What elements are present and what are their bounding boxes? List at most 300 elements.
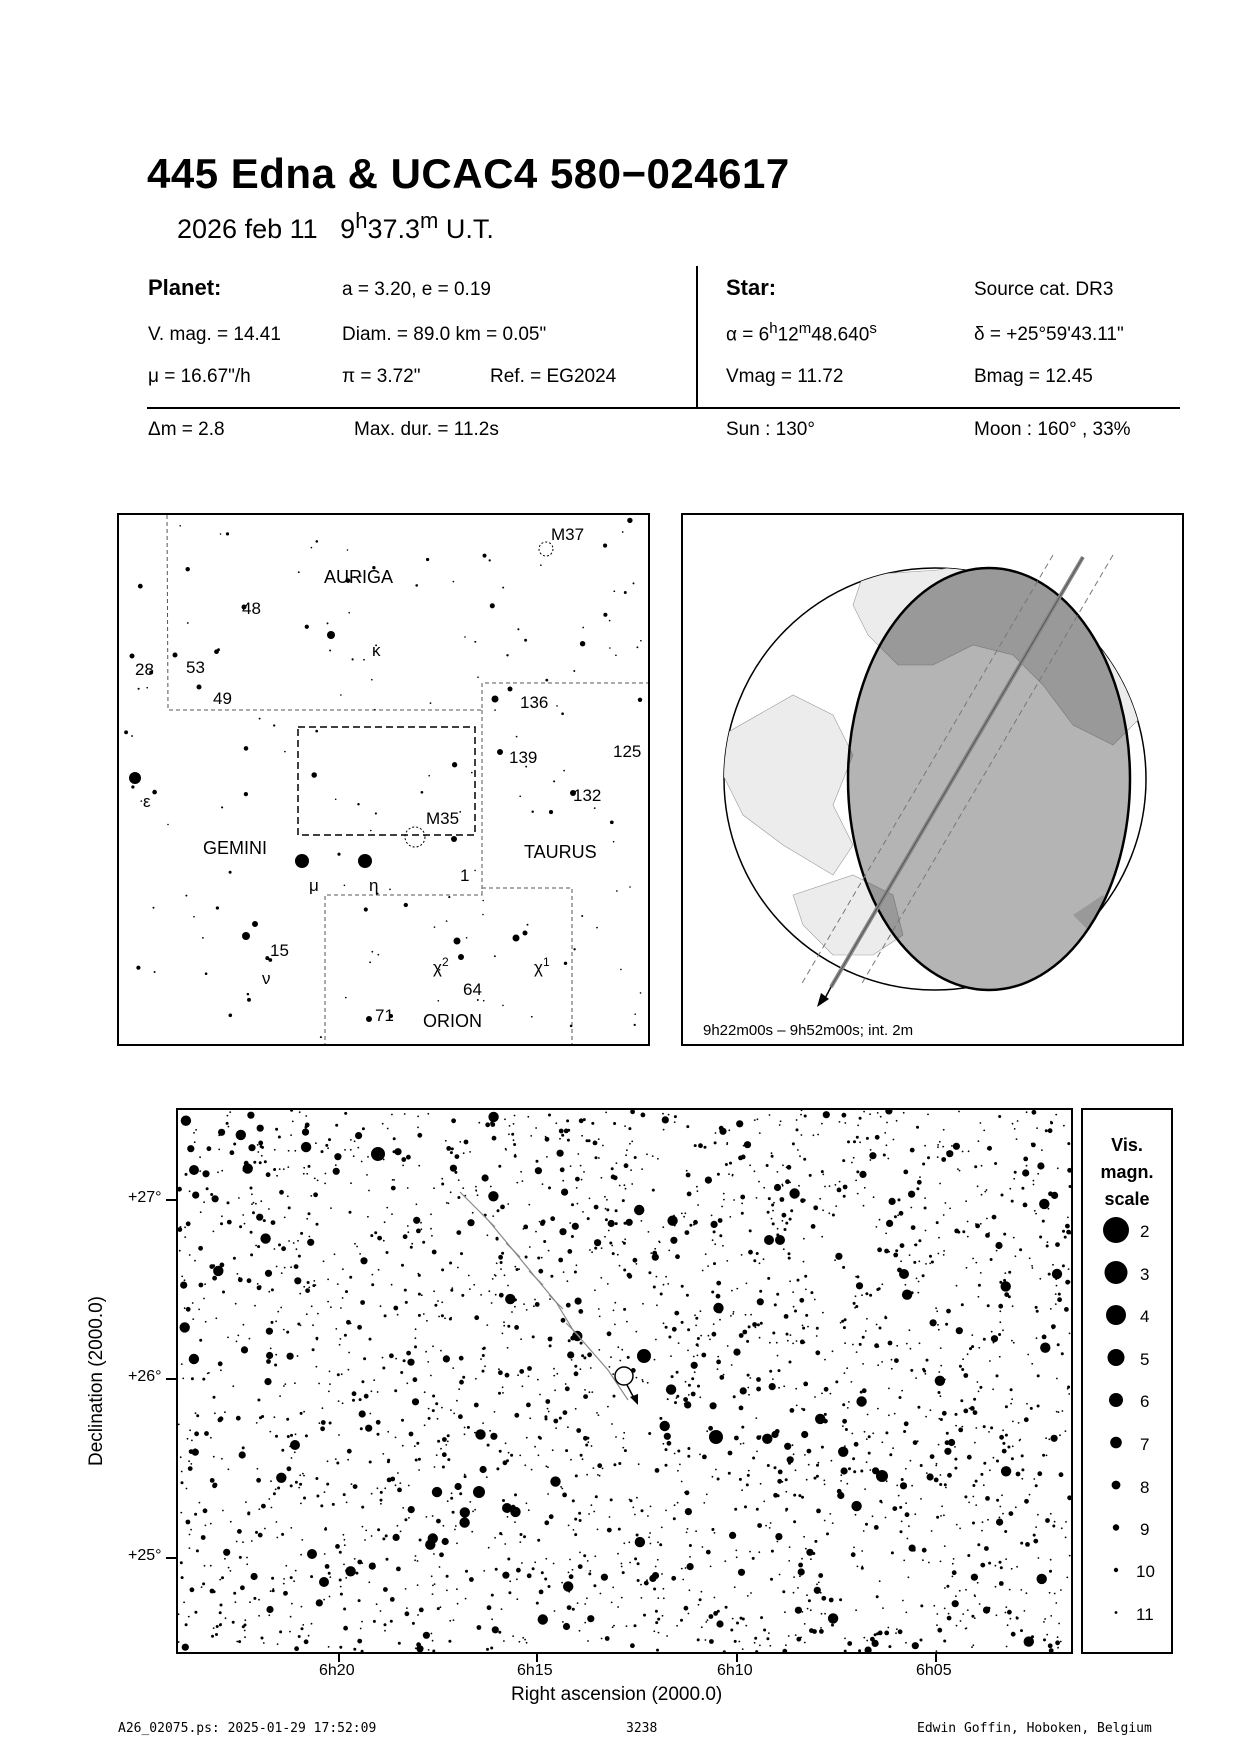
detail-star xyxy=(839,1121,841,1123)
scale-label-5: 5 xyxy=(1140,1350,1150,1369)
detail-star xyxy=(842,1425,844,1427)
detail-star xyxy=(940,1365,942,1367)
detail-star xyxy=(588,1572,591,1575)
detail-star xyxy=(326,1483,329,1486)
detail-star xyxy=(972,1644,974,1646)
xtick-6h20 xyxy=(338,1654,340,1662)
finder-star xyxy=(377,954,379,956)
detail-star xyxy=(759,1337,761,1339)
detail-star xyxy=(474,1432,476,1434)
detail-star xyxy=(221,1170,223,1172)
detail-star xyxy=(885,1110,892,1115)
detail-star xyxy=(977,1582,979,1584)
finder-star xyxy=(426,558,429,561)
detail-star xyxy=(647,1515,649,1517)
label-1: 1 xyxy=(460,866,470,885)
detail-star xyxy=(312,1324,314,1326)
detail-star xyxy=(983,1425,986,1428)
detail-star xyxy=(194,1141,196,1143)
detail-star xyxy=(527,1366,532,1371)
detail-star xyxy=(1066,1230,1071,1235)
detail-star xyxy=(364,1394,369,1399)
detail-star xyxy=(716,1281,721,1286)
detail-star xyxy=(572,1223,579,1230)
detail-star xyxy=(738,1156,743,1161)
footer-file: A26_02075.ps: 2025-01-29 17:52:09 xyxy=(118,1721,377,1736)
finder-star xyxy=(315,730,318,733)
finder-star xyxy=(506,654,508,656)
detail-star xyxy=(758,1181,760,1183)
detail-star xyxy=(414,1345,417,1348)
finder-star xyxy=(295,854,309,868)
detail-star xyxy=(405,1588,407,1590)
detail-star xyxy=(415,1337,417,1339)
detail-star xyxy=(572,1499,575,1502)
detail-star xyxy=(432,1409,435,1412)
detail-star xyxy=(1048,1128,1053,1133)
detail-star xyxy=(587,1217,590,1220)
detail-star xyxy=(519,1541,521,1543)
detail-star xyxy=(347,1449,352,1454)
detail-star xyxy=(464,1427,466,1429)
detail-star xyxy=(545,1558,547,1560)
label-49: 49 xyxy=(213,689,232,708)
xtick-label-6h10: 6h10 xyxy=(717,1662,753,1679)
detail-star xyxy=(684,1212,686,1214)
detail-star xyxy=(925,1263,927,1265)
detail-star xyxy=(947,1473,952,1478)
detail-star xyxy=(710,1566,712,1568)
finder-star xyxy=(229,871,232,874)
detail-star xyxy=(275,1128,278,1131)
detail-star xyxy=(695,1317,698,1320)
detail-star xyxy=(1032,1110,1037,1115)
detail-star xyxy=(548,1114,551,1117)
detail-star xyxy=(961,1368,964,1371)
detail-star xyxy=(853,1157,855,1159)
detail-star xyxy=(180,1322,190,1332)
detail-star xyxy=(989,1469,991,1471)
finder-star xyxy=(226,532,229,535)
detail-star xyxy=(237,1529,242,1534)
detail-star xyxy=(807,1326,809,1328)
detail-star xyxy=(406,1351,411,1356)
detail-star xyxy=(917,1292,919,1294)
detail-star xyxy=(734,1436,739,1441)
detail-star xyxy=(181,1116,191,1126)
globe-panel xyxy=(681,513,1184,1046)
detail-star xyxy=(368,1581,370,1583)
detail-star xyxy=(940,1561,942,1563)
detail-star xyxy=(955,1413,958,1416)
detail-star xyxy=(577,1602,579,1604)
detail-star xyxy=(975,1480,978,1483)
detail-star xyxy=(451,1147,454,1150)
finder-star xyxy=(573,670,575,672)
detail-star xyxy=(412,1622,415,1625)
detail-star xyxy=(748,1470,750,1472)
detail-star xyxy=(804,1454,806,1456)
detail-star xyxy=(299,1111,301,1113)
detail-star xyxy=(959,1365,962,1368)
detail-star xyxy=(335,1328,337,1330)
detail-star xyxy=(776,1293,779,1296)
detail-star xyxy=(224,1411,226,1413)
detail-star xyxy=(727,1345,729,1347)
detail-star xyxy=(505,1373,510,1378)
detail-star xyxy=(881,1441,883,1443)
detail-star xyxy=(1057,1167,1059,1169)
detail-star xyxy=(1013,1178,1015,1180)
detail-star xyxy=(418,1293,421,1296)
detail-star xyxy=(630,1643,635,1648)
detail-star xyxy=(776,1342,778,1344)
alpha-minutes: 12 xyxy=(777,324,799,346)
detail-star xyxy=(365,1530,367,1532)
detail-star xyxy=(293,1580,295,1582)
detail-star xyxy=(533,1305,535,1307)
detail-star xyxy=(650,1543,652,1545)
detail-star xyxy=(474,1509,476,1511)
detail-star xyxy=(524,1464,526,1466)
finder-star xyxy=(622,531,624,533)
detail-star xyxy=(652,1251,657,1256)
detail-star xyxy=(788,1560,790,1562)
detail-star xyxy=(238,1197,240,1199)
detail-star xyxy=(864,1488,866,1490)
detail-star xyxy=(758,1551,760,1553)
detail-star xyxy=(519,1641,521,1643)
detail-star xyxy=(955,1425,957,1427)
finder-star xyxy=(517,628,519,630)
detail-star xyxy=(865,1330,867,1332)
detail-star xyxy=(909,1254,911,1256)
detail-star xyxy=(532,1567,535,1570)
detail-star xyxy=(766,1440,768,1442)
detail-star xyxy=(185,1623,188,1626)
detail-star xyxy=(407,1359,414,1366)
detail-star xyxy=(853,1140,856,1143)
detail-star xyxy=(952,1570,957,1575)
detail-star xyxy=(978,1296,980,1298)
detail-star xyxy=(538,1454,540,1456)
detail-star xyxy=(782,1590,785,1593)
detail-star xyxy=(999,1506,1001,1508)
detail-star xyxy=(926,1472,928,1474)
finder-star xyxy=(620,969,622,971)
detail-star xyxy=(1056,1411,1058,1413)
detail-star xyxy=(1023,1203,1028,1208)
detail-star xyxy=(321,1150,324,1153)
detail-star xyxy=(636,1263,638,1265)
detail-star xyxy=(397,1472,399,1474)
detail-star xyxy=(900,1260,902,1262)
detail-star xyxy=(789,1280,791,1282)
detail-star xyxy=(536,1160,539,1163)
detail-star xyxy=(782,1164,784,1166)
scale-label-9: 9 xyxy=(1140,1520,1150,1539)
detail-star xyxy=(617,1346,619,1348)
detail-star xyxy=(194,1431,199,1436)
detail-star xyxy=(697,1638,700,1641)
detail-star xyxy=(987,1519,989,1521)
detail-star xyxy=(361,1506,364,1509)
detail-star xyxy=(913,1261,916,1264)
detail-star xyxy=(305,1288,310,1293)
detail-star xyxy=(971,1615,974,1618)
detail-star xyxy=(1049,1570,1052,1573)
detail-star xyxy=(271,1577,274,1580)
detail-star xyxy=(612,1626,614,1628)
detail-star xyxy=(450,1409,452,1411)
detail-star xyxy=(496,1467,499,1470)
detail-star xyxy=(881,1361,883,1363)
detail-star xyxy=(595,1495,598,1498)
detail-star xyxy=(505,1149,507,1151)
detail-star xyxy=(386,1558,389,1561)
detail-star xyxy=(1050,1559,1052,1561)
detail-star xyxy=(979,1603,981,1605)
detail-star xyxy=(738,1569,745,1576)
detail-star xyxy=(673,1517,676,1520)
detail-star xyxy=(837,1489,842,1494)
detail-star xyxy=(431,1575,433,1577)
detail-star xyxy=(629,1143,631,1145)
detail-star xyxy=(685,1567,687,1569)
xtick-6h10 xyxy=(736,1654,738,1662)
detail-star xyxy=(212,1195,219,1202)
detail-star xyxy=(279,1395,281,1397)
detail-star xyxy=(548,1186,551,1189)
detail-star xyxy=(843,1195,846,1198)
finder-star xyxy=(374,709,376,711)
detail-star xyxy=(610,1498,613,1501)
detail-star xyxy=(798,1185,800,1187)
detail-star xyxy=(965,1628,967,1630)
detail-star xyxy=(342,1268,344,1270)
detail-star xyxy=(257,1151,259,1153)
detail-star xyxy=(641,1168,643,1170)
detail-star xyxy=(316,1599,323,1606)
detail-star xyxy=(869,1152,876,1159)
finder-star xyxy=(152,790,157,795)
detail-star xyxy=(648,1231,650,1233)
detail-star xyxy=(294,1264,299,1269)
detail-star xyxy=(862,1336,865,1339)
detail-star xyxy=(810,1558,812,1560)
detail-star xyxy=(768,1632,770,1634)
detail-star xyxy=(277,1311,279,1313)
detail-star xyxy=(829,1598,834,1603)
detail-star xyxy=(277,1487,280,1490)
detail-star xyxy=(657,1559,659,1561)
finder-star xyxy=(454,938,461,945)
detail-star xyxy=(580,1454,583,1457)
detail-star xyxy=(498,1165,501,1168)
detail-star xyxy=(752,1557,755,1560)
detail-star xyxy=(266,1359,271,1364)
detail-star xyxy=(268,1498,270,1500)
detail-star xyxy=(336,1462,339,1465)
label-132: 132 xyxy=(573,786,602,805)
detail-star xyxy=(315,1337,318,1340)
detail-star xyxy=(251,1193,253,1195)
detail-star xyxy=(1012,1305,1014,1307)
detail-star xyxy=(1052,1269,1062,1279)
detail-star xyxy=(972,1522,975,1525)
detail-star xyxy=(347,1574,349,1576)
detail-star xyxy=(480,1294,482,1296)
detail-star xyxy=(752,1457,755,1460)
detail-star xyxy=(353,1648,356,1651)
detail-star xyxy=(843,1419,845,1421)
detail-star xyxy=(851,1162,853,1164)
detail-star xyxy=(925,1230,927,1232)
detail-star xyxy=(688,1613,690,1615)
finder-star xyxy=(633,582,635,584)
detail-star xyxy=(657,1597,659,1599)
detail-star xyxy=(612,1587,614,1589)
finder-star xyxy=(153,907,155,909)
detail-star xyxy=(713,1230,716,1233)
detail-star xyxy=(578,1512,581,1515)
label-48: 48 xyxy=(242,599,261,618)
detail-star xyxy=(605,1112,607,1114)
detail-star xyxy=(623,1308,626,1311)
detail-star xyxy=(332,1503,335,1506)
ytick-label-25: +25° xyxy=(128,1547,162,1564)
detail-star xyxy=(417,1127,419,1129)
detail-star xyxy=(330,1207,332,1209)
detail-star xyxy=(567,1249,572,1254)
detail-star xyxy=(354,1558,356,1560)
detail-star xyxy=(876,1595,879,1598)
finder-star xyxy=(415,584,418,587)
detail-star xyxy=(471,1531,473,1533)
detail-star xyxy=(1067,1388,1069,1390)
detail-star xyxy=(310,1575,313,1578)
detail-star xyxy=(180,1561,183,1564)
detail-star xyxy=(465,1598,467,1600)
detail-star xyxy=(841,1467,848,1474)
detail-star xyxy=(663,1284,665,1286)
detail-star xyxy=(1058,1623,1060,1625)
detail-star xyxy=(824,1413,827,1416)
detail-star xyxy=(944,1608,946,1610)
detail-star xyxy=(683,1397,688,1402)
detail-star xyxy=(502,1392,504,1394)
detail-star xyxy=(570,1459,572,1461)
detail-star xyxy=(612,1373,614,1375)
detail-star xyxy=(987,1147,990,1150)
detail-star xyxy=(344,1334,347,1337)
detail-star xyxy=(356,1246,358,1248)
detail-star xyxy=(281,1449,284,1452)
detail-star xyxy=(423,1632,430,1639)
detail-star xyxy=(369,1338,372,1341)
detail-star xyxy=(878,1287,881,1290)
detail-star xyxy=(691,1362,698,1369)
detail-star xyxy=(789,1188,799,1198)
detail-star xyxy=(408,1506,415,1513)
detail-star xyxy=(437,1440,440,1443)
detail-star xyxy=(407,1187,409,1189)
detail-star xyxy=(529,1417,531,1419)
detail-star xyxy=(498,1631,501,1634)
detail-star xyxy=(298,1487,300,1489)
detail-star xyxy=(406,1607,408,1609)
detail-star xyxy=(583,1171,585,1173)
detail-star xyxy=(793,1494,796,1497)
detail-star xyxy=(448,1640,451,1643)
detail-star xyxy=(1051,1435,1058,1442)
detail-star xyxy=(489,1430,491,1432)
detail-star xyxy=(551,1337,553,1339)
detail-star xyxy=(903,1560,905,1562)
detail-star xyxy=(899,1396,902,1399)
detail-star xyxy=(665,1276,667,1278)
detail-star xyxy=(519,1369,524,1374)
detail-star xyxy=(546,1156,548,1158)
detail-star xyxy=(523,1535,526,1538)
detail-star xyxy=(900,1530,903,1533)
finder-star xyxy=(311,547,313,549)
detail-star xyxy=(187,1145,194,1152)
detail-star xyxy=(316,1366,318,1368)
detail-star xyxy=(440,1448,442,1450)
detail-star xyxy=(220,1369,222,1371)
detail-star xyxy=(697,1337,700,1340)
detail-star xyxy=(663,1588,665,1590)
detail-star xyxy=(530,1135,532,1137)
planet-header: Planet: xyxy=(148,275,222,300)
finder-star xyxy=(335,799,337,801)
detail-star xyxy=(823,1480,825,1482)
detail-star xyxy=(953,1558,955,1560)
detail-star xyxy=(769,1342,771,1344)
detail-star xyxy=(333,1168,340,1175)
detail-star xyxy=(1059,1434,1061,1436)
detail-star xyxy=(938,1237,940,1239)
detail-star xyxy=(739,1333,744,1338)
detail-star xyxy=(520,1171,522,1173)
detail-star xyxy=(839,1181,841,1183)
detail-star xyxy=(725,1606,728,1609)
detail-star xyxy=(760,1322,763,1325)
detail-star xyxy=(583,1356,586,1359)
detail-star xyxy=(872,1432,874,1434)
detail-star xyxy=(1033,1180,1035,1182)
detail-star xyxy=(1029,1494,1031,1496)
detail-star xyxy=(575,1298,582,1305)
detail-star xyxy=(286,1331,289,1334)
detail-star xyxy=(1048,1208,1050,1210)
detail-star xyxy=(816,1464,819,1467)
detail-star xyxy=(1005,1606,1007,1608)
detail-star xyxy=(582,1458,584,1460)
detail-star xyxy=(294,1382,296,1384)
detail-star xyxy=(884,1316,887,1319)
detail-star xyxy=(803,1382,808,1387)
scale-dot xyxy=(1108,1349,1125,1366)
detail-star xyxy=(767,1211,770,1214)
detail-star xyxy=(717,1610,720,1613)
detail-star xyxy=(684,1606,689,1611)
detail-star xyxy=(884,1631,889,1636)
detail-star xyxy=(840,1474,842,1476)
detail-star xyxy=(735,1550,737,1552)
detail-star xyxy=(848,1467,851,1470)
